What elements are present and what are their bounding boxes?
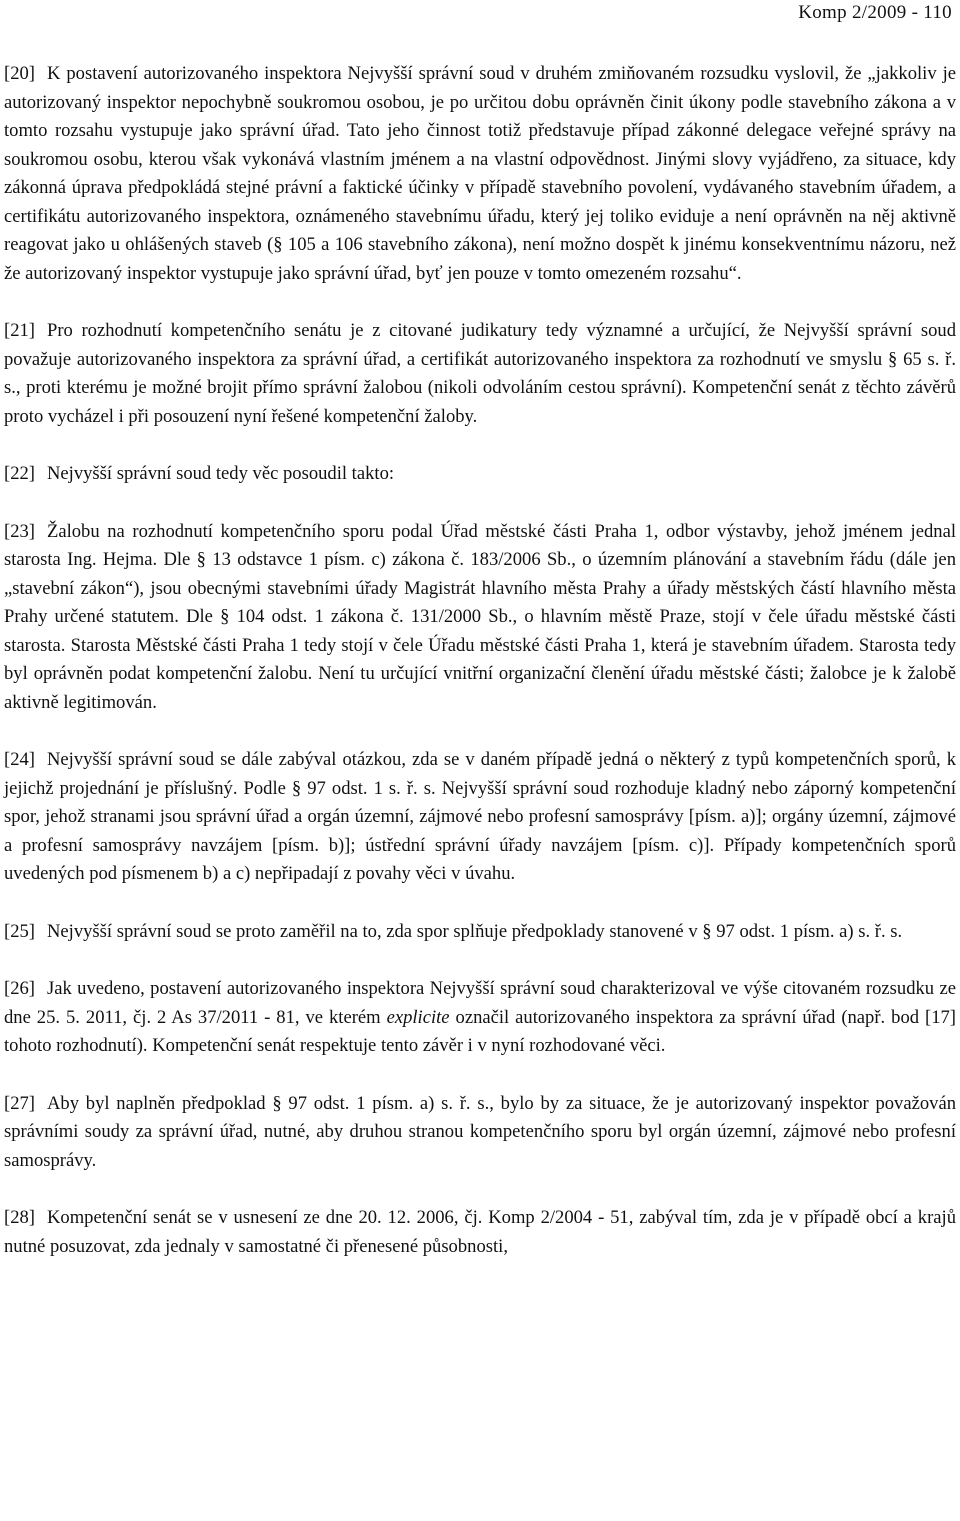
paragraph-number: [28] (4, 1207, 35, 1228)
paragraph-number: [27] (4, 1092, 35, 1114)
paragraph-22 (4, 460, 956, 489)
paragraph-28 (4, 1204, 956, 1261)
paragraph-text: Nejvyšší správní soud se proto zaměřil na to, zda spor splňuje předpoklady stanovené v § 97 odst. 1 písm. a) s. ř. s. (46, 920, 903, 942)
paragraph-text: Aby byl naplněn předpoklad § 97 odst. 1 písm. a) s. ř. s., bylo by za situace, že je autorizovaný inspektor považován správními soudy za správní úřad, nutné, aby druhou stranou kompetenčního sporu byl orgán územní, zájmové nebo profesní samosprávy. (4, 1092, 956, 1171)
paragraph-number: [24] (4, 749, 35, 770)
paragraph-text: Žalobu na rozhodnutí kompetenčního sporu podal Úřad městské části Praha 1, odbor výstavby, jehož jménem jednal starosta Ing. Hejma. Dle § 13 odstavce 1 písm. c) zákona č. 183/2006 Sb., o územním plánování a stavebním řádu (dále jen „stavební zákon“), jsou obecnými stavebními úřady Magistrát hlavního města Prahy a úřady městských částí hlavního města Prahy určené statutem. Dle § 104 odst. 1 zákona č. 131/2000 Sb., o hlavním městě Praze, stojí v čele úřadu městské části starosta. Starosta Městské části Praha 1 tedy stojí v čele Úřadu městské části Praha 1, která je stavebním úřadem. Starosta tedy byl oprávněn podat kompetenční žalobu. Není tu určující vnitřní organizační členění úřadu městské části; žalobce je k žalobě aktivně legitimován. (4, 520, 956, 713)
paragraph-24 (4, 746, 956, 889)
paragraph-number: [25] (4, 920, 35, 942)
paragraph-20 (4, 60, 956, 288)
paragraph-number: [26] (4, 978, 35, 999)
document-body (4, 60, 956, 1290)
paragraph-25 (4, 918, 956, 947)
paragraph-text: Pro rozhodnutí kompetenčního senátu je z citované judikatury tedy významné a určující, že Nejvyšší správní soud považuje autorizovaného inspektora za správní úřad, a certifikát autorizovaného inspektora za rozhodnutí ve smyslu § 65 s. ř. s., proti kterému je možné brojit přímo správní žalobou (nikoli odvoláním cestou správní). Kompetenční senát z těchto závěrů proto vycházel i při posouzení nyní řešené kompetenční žaloby. (4, 320, 956, 427)
paragraph-number: [23] (4, 520, 35, 542)
paragraph-26 (4, 975, 956, 1061)
paragraph-text: Kompetenční senát se v usnesení ze dne 20. 12. 2006, čj. Komp 2/2004 - 51, zabýval tím, zda je v případě obcí a krajů nutné posuzovat, zda jednaly v samostatné či přenesené působnosti, (4, 1207, 956, 1257)
paragraph-number: [22] (4, 463, 35, 484)
paragraph-text: K postavení autorizovaného inspektora Nejvyšší správní soud v druhém zmiňovaném rozsudku vyslovil, že „jakkoliv je autorizovaný inspektor nepochybně soukromou osobou, je po určitou dobu oprávněn činit úkony podle stavebního zákona a v tomto rozsahu vystupuje jako správní úřad. Tato jeho činnost totiž představuje případ zákonné delegace veřejné správy na soukromou osobu, kterou však vykonává vlastním jménem a na vlastní odpovědnost. Jinými slovy vyjádřeno, za situace, kdy zákonná úprava předpokládá stejné právní a faktické účinky v případě stavebního povolení, vydávaného stavebním úřadem, a certifikátu autorizovaného inspektora, oznámeného stavebnímu úřadu, který jej toliko eviduje a není oprávněn na něj aktivně reagovat jako u ohlášených staveb (§ 105 a 106 stavebního zákona), není možno dospět k jinému konsekventnímu názoru, než že autorizovaný inspektor vystupuje jako správní úřad, byť jen pouze v tomto omezeném rozsahu“. (4, 63, 956, 284)
paragraph-number: [20] (4, 63, 35, 84)
paragraph-text-before: Jak uvedeno, postavení autorizovaného inspektora Nejvyšší správní soud charakterizoval ve výše citovaném rozsudku ze dne 25. 5. 2011, čj. 2 As 37/2011 - 81, ve kterém (4, 978, 956, 1028)
paragraph-21 (4, 317, 956, 431)
paragraph-text: Nejvyšší správní soud tedy věc posoudil takto: (46, 463, 395, 484)
paragraph-emphasis: explicite (386, 1006, 450, 1028)
page-header: Komp 2/2009 - 110 (798, 2, 952, 23)
paragraph-text: Nejvyšší správní soud se dále zabýval otázkou, zda se v daném případě jedná o některý z typů kompetenčních sporů, k jejichž projednání je příslušný. Podle § 97 odst. 1 s. ř. s. Nejvyšší správní soud rozhoduje kladný nebo záporný kompetenční spor, jehož stranami jsou správní úřad a orgán územní, zájmové nebo profesní samosprávy [písm. a)]; orgány územní, zájmové a profesní samosprávy navzájem [písm. b)]; ústřední správní úřady navzájem [písm. c)]. Případy kompetenčních sporů uvedených pod písmenem b) a c) nepřipadají z povahy věci v úvahu. (4, 749, 956, 884)
paragraph-text-after: označil autorizovaného inspektora za správní úřad (např. bod [17] tohoto rozhodnutí). Kompetenční senát respektuje tento závěr i v nyní rozhodované věci. (4, 1006, 956, 1056)
paragraph-23 (4, 518, 956, 718)
paragraph-number: [21] (4, 320, 35, 341)
paragraph-27 (4, 1090, 956, 1176)
